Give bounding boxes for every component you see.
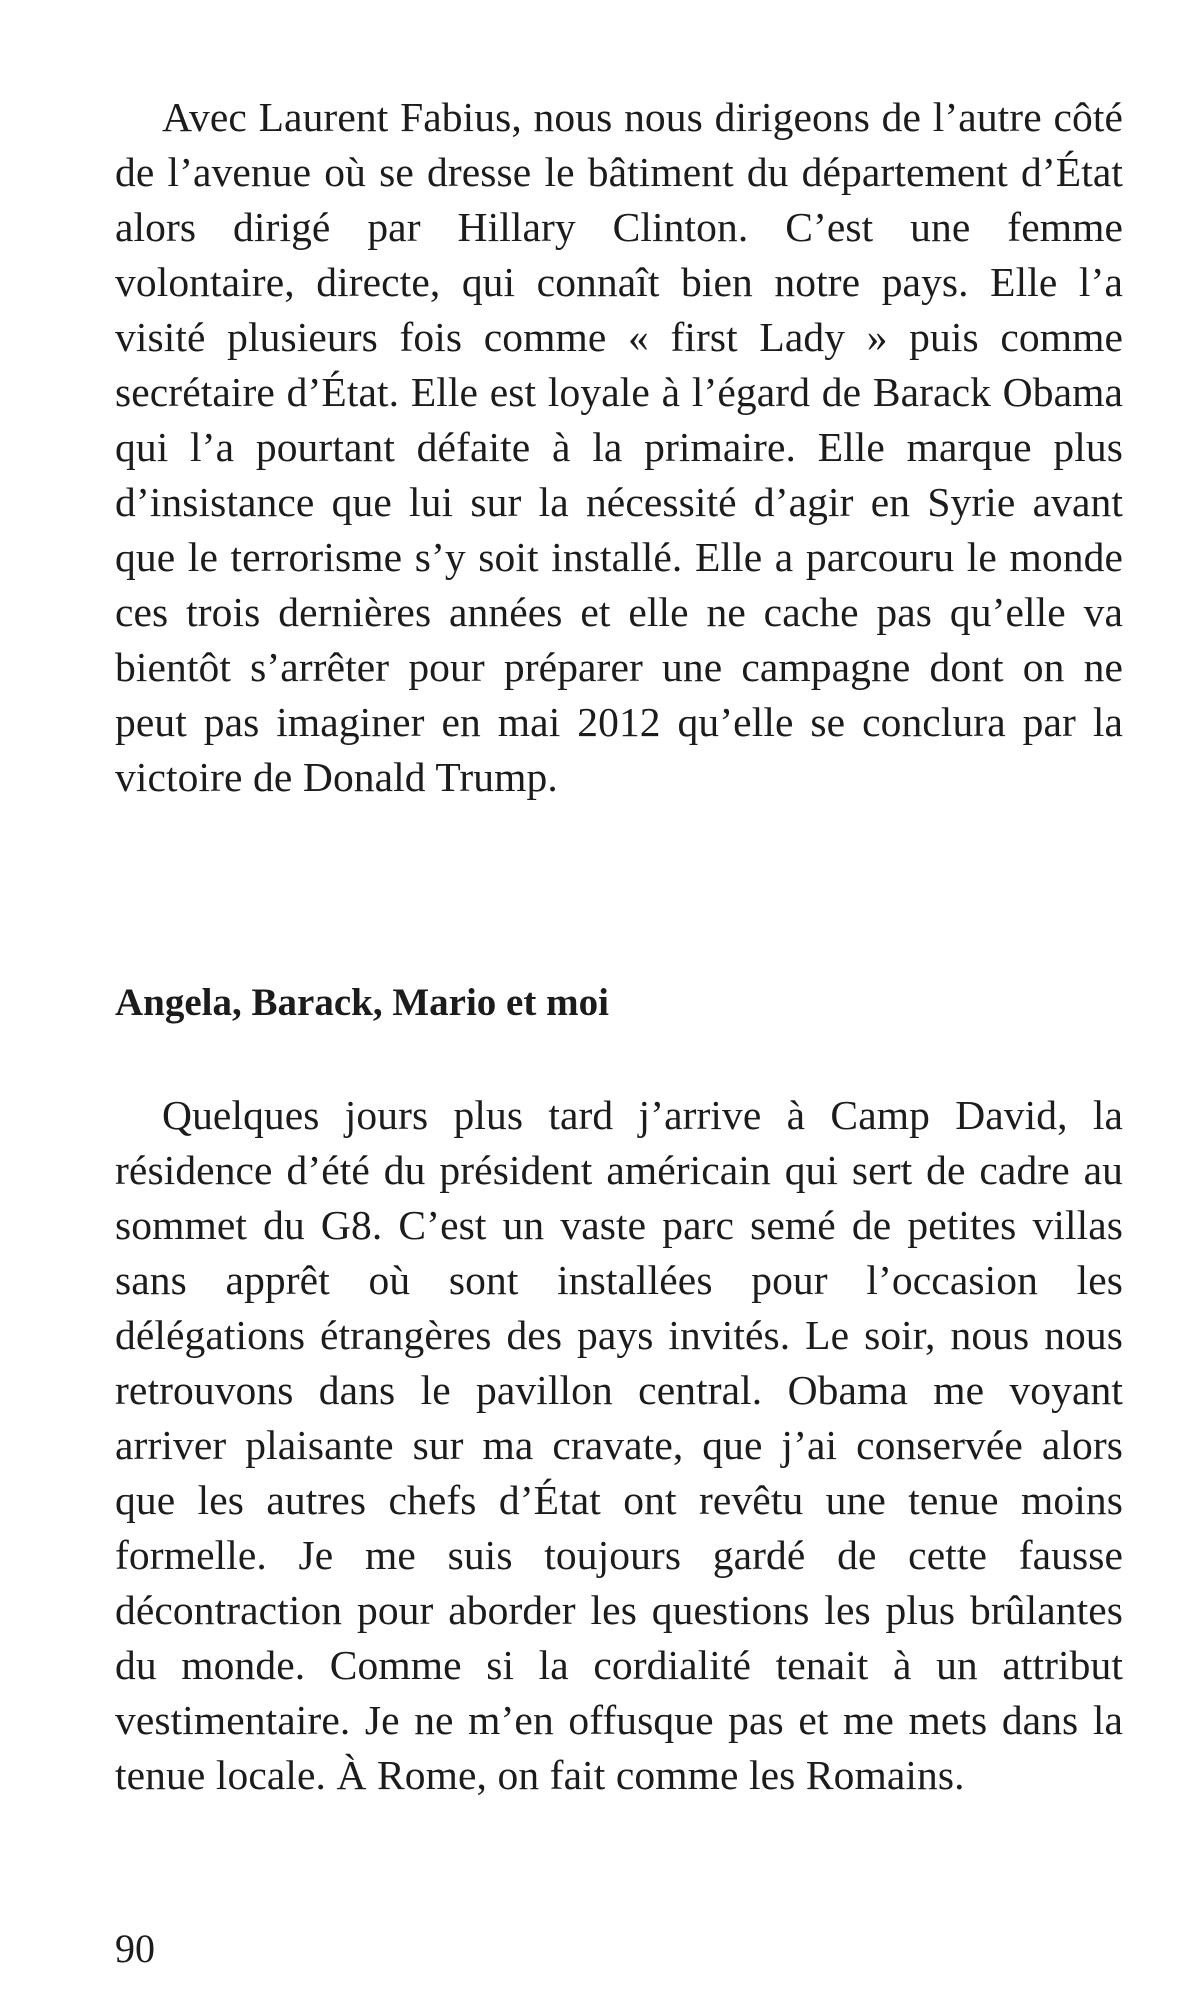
body-paragraph-1: Avec Laurent Fabius, nous nous dirigeons de l’autre côté de l’avenue où se dresse le bâtiment du département d’État alors dirigé par Hillary Clinton. C’est une femme volontaire, directe, qui connaît bien notre pays. Elle l’a visité plusieurs fois comme « first Lady » puis comme secrétaire d’État. Elle est loyale à l’égard de Barack Obama qui l’a pourtant défaite à la primaire. Elle marque plus d’insistance que lui sur la nécessité d’agir en Syrie avant que le terrorisme s’y soit installé. Elle a parcouru le monde ces trois dernières années et elle ne cache pas qu’elle va bientôt s’arrêter pour préparer une campagne dont on ne peut pas imaginer en mai 2012 qu’elle se conclura par la victoire de Donald Trump. — [115, 94, 1123, 800]
section-heading: Angela, Barack, Mario et moi — [115, 981, 609, 1024]
body-paragraph-2: Quelques jours plus tard j’arrive à Camp David, la résidence d’été du président américain qui sert de cadre au sommet du G8. C’est un vaste parc semé de petites villas sans apprêt où sont installées pour l’occasion les délégations étrangères des pays invités. Le soir, nous nous retrouvons dans le pavillon central. Obama me voyant arriver plaisante sur ma cravate, que j’ai conservée alors que les autres chefs d’État ont revêtu une tenue moins formelle. Je me suis toujours gardé de cette fausse décontraction pour aborder les questions les plus brûlantes du monde. Comme si la cordialité tenait à un attribut vestimentaire. Je ne m’en offusque pas et me mets dans la tenue locale. À Rome, on fait comme les Romains. — [115, 1092, 1123, 1798]
page-number: 90 — [115, 1926, 155, 1971]
